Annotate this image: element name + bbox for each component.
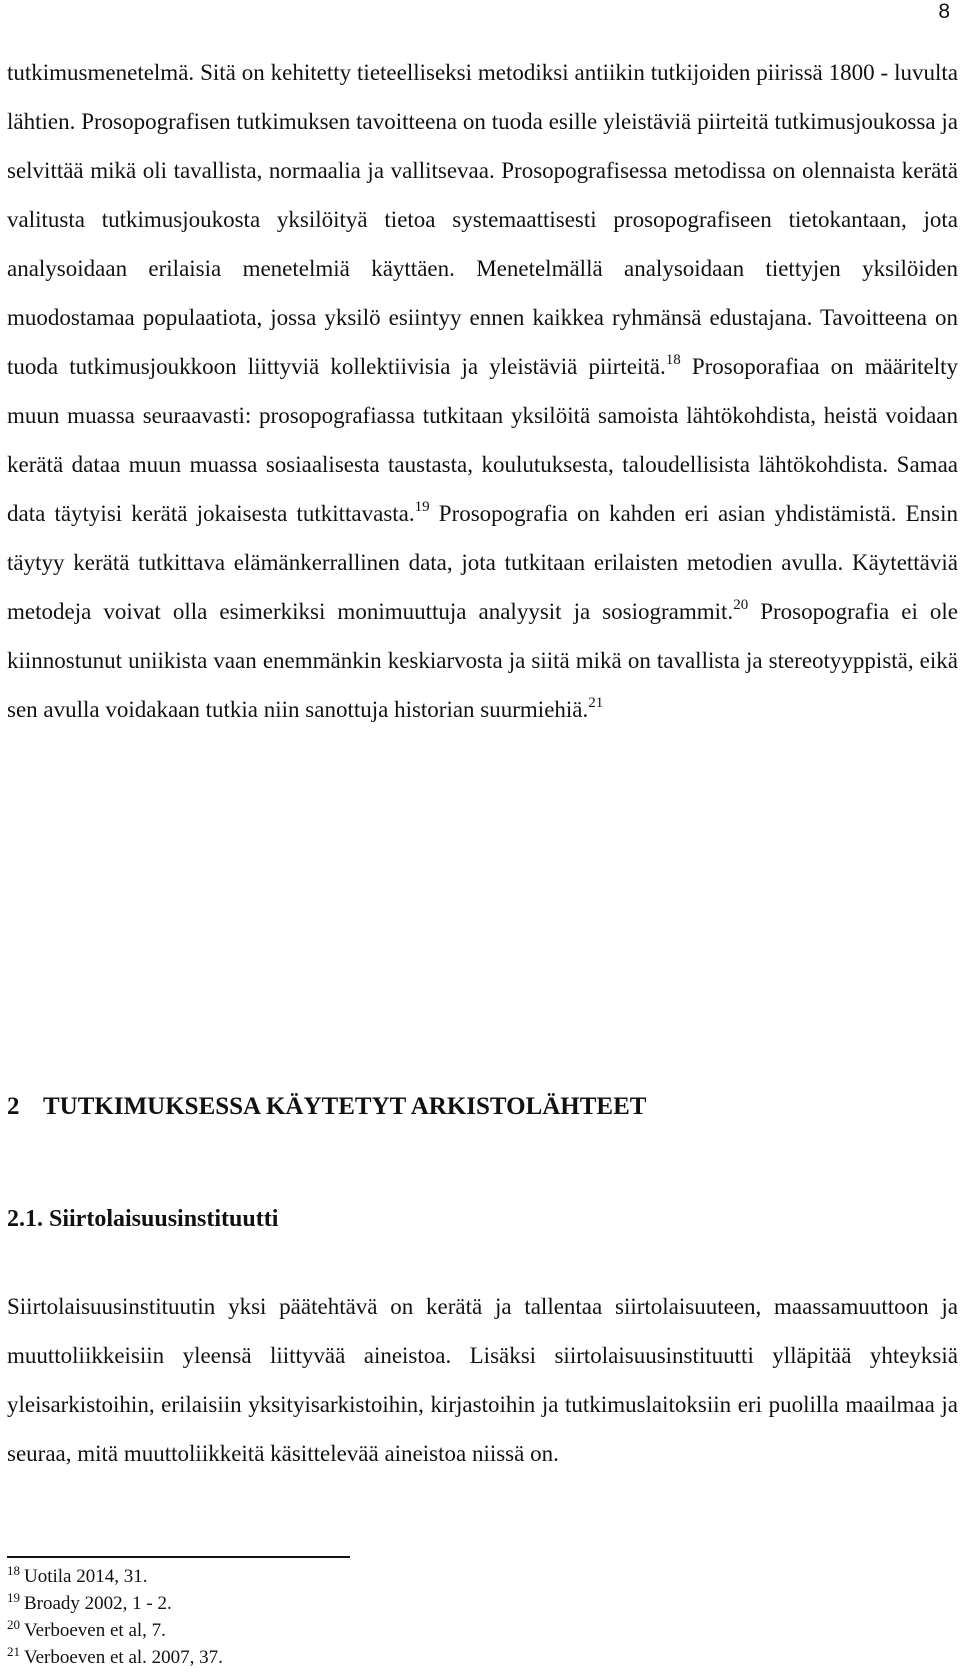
body-paragraph-institute: Siirtolaisuusinstituutin yksi päätehtävä on kerätä ja tallentaa siirtolaisuuteen, maassamuuttoon ja muuttoliikkeisiin yleensä liittyvää aineistoa. Lisäksi siirtolaisuusinstituutti ylläpitää yhteyksiä yleisarkistoihin, erilaisiin yksityisarkistoihin, kirjastoihin ja tutkimuslaitoksiin eri puolilla maailmaa ja seuraa, mitä muuttoliikkeitä käsittelevää aineistoa niissä on. <box>7 1294 958 1466</box>
footnote-ref-21[interactable]: 21 <box>588 695 604 711</box>
footnote-21 <box>7 1644 223 1671</box>
footnote-18 <box>7 1563 223 1590</box>
footnote-separator <box>7 1556 350 1558</box>
footnote-list <box>7 1563 223 1671</box>
subsection-heading: 2.1. Siirtolaisuusinstituutti <box>7 1206 279 1232</box>
page-number: 8 <box>938 0 950 23</box>
footnote-text: Verboeven et al, 7. <box>24 1620 166 1641</box>
footnote-20 <box>7 1617 223 1644</box>
footnote-ref-18[interactable]: 18 <box>665 352 681 368</box>
footnote-text: Verboeven et al. 2007, 37. <box>24 1647 223 1668</box>
body-paragraph-prosopography <box>7 48 958 734</box>
section-title: TUTKIMUKSESSA KÄYTETYT ARKISTOLÄHTEET <box>43 1093 647 1120</box>
footnote-number: 21 <box>7 1644 20 1659</box>
footnote-number: 19 <box>7 1590 20 1605</box>
footnote-text: Uotila 2014, 31. <box>24 1566 148 1587</box>
footnote-ref-20[interactable]: 20 <box>733 597 749 613</box>
footnote-19 <box>7 1590 223 1617</box>
footnote-text: Broady 2002, 1 - 2. <box>24 1593 172 1614</box>
paragraph-text: tutkimusmenetelmä. Sitä on kehitetty tieteelliseksi metodiksi antiikin tutkijoiden piirissä 1800 - luvulta lähtien. Prosopografisen tutkimuksen tavoitteena on tuoda esille yleistäviä piirteitä tutkimusjoukossa ja selvittää mikä oli tavallista, normaalia ja vallitsevaa. Prosopografisessa metodissa on olennaista kerätä valitusta tutkimusjoukosta yksilöityä tietoa systemaattisesti prosopografiseen tietokantaan, jota analysoidaan erilaisia menetelmiä käyttäen. Menetelmällä analysoidaan tiettyjen yksilöiden muodostamaa populaatiota, jossa yksilö esiintyy ennen kaikkea ryhmänsä edustajana. Tavoitteena on tuoda tutkimusjoukkoon liittyviä kollektiivisia ja yleistäviä piirteitä. <box>7 60 958 379</box>
footnote-ref-19[interactable]: 19 <box>414 499 430 515</box>
paragraph-text: Prosopografia ei ole kiinnostunut uniikista vaan enemmänkin keskiarvosta ja siitä mikä on tavallista ja stereotyyppistä, eikä sen avulla voidakaan tutkia niin sanottuja historian suurmiehiä. <box>7 599 959 722</box>
paragraph-text: Prosoporafiaa on määritelty muun muassa seuraavasti: prosopografiassa tutkitaan yksilöitä samoista lähtökohdista, heistä voidaan kerätä dataa muun muassa sosiaalisesta taustasta, koulutuksesta, taloudellisista lähtökohdista. Samaa data täytyisi kerätä jokaisesta tutkittavasta. <box>7 354 958 526</box>
paragraph-text: Prosopografia on kahden eri asian yhdistämistä. Ensin täytyy kerätä tutkittava elämänkerrallinen data, jota tutkitaan erilaisten metodien avulla. Käytettäviä metodeja voivat olla esimerkiksi monimuuttuja analyysit ja sosiogrammit. <box>7 501 958 624</box>
footnote-number: 20 <box>7 1617 20 1632</box>
section-heading <box>7 1093 646 1121</box>
section-number: 2 <box>7 1093 20 1120</box>
footnote-number: 18 <box>7 1563 20 1578</box>
